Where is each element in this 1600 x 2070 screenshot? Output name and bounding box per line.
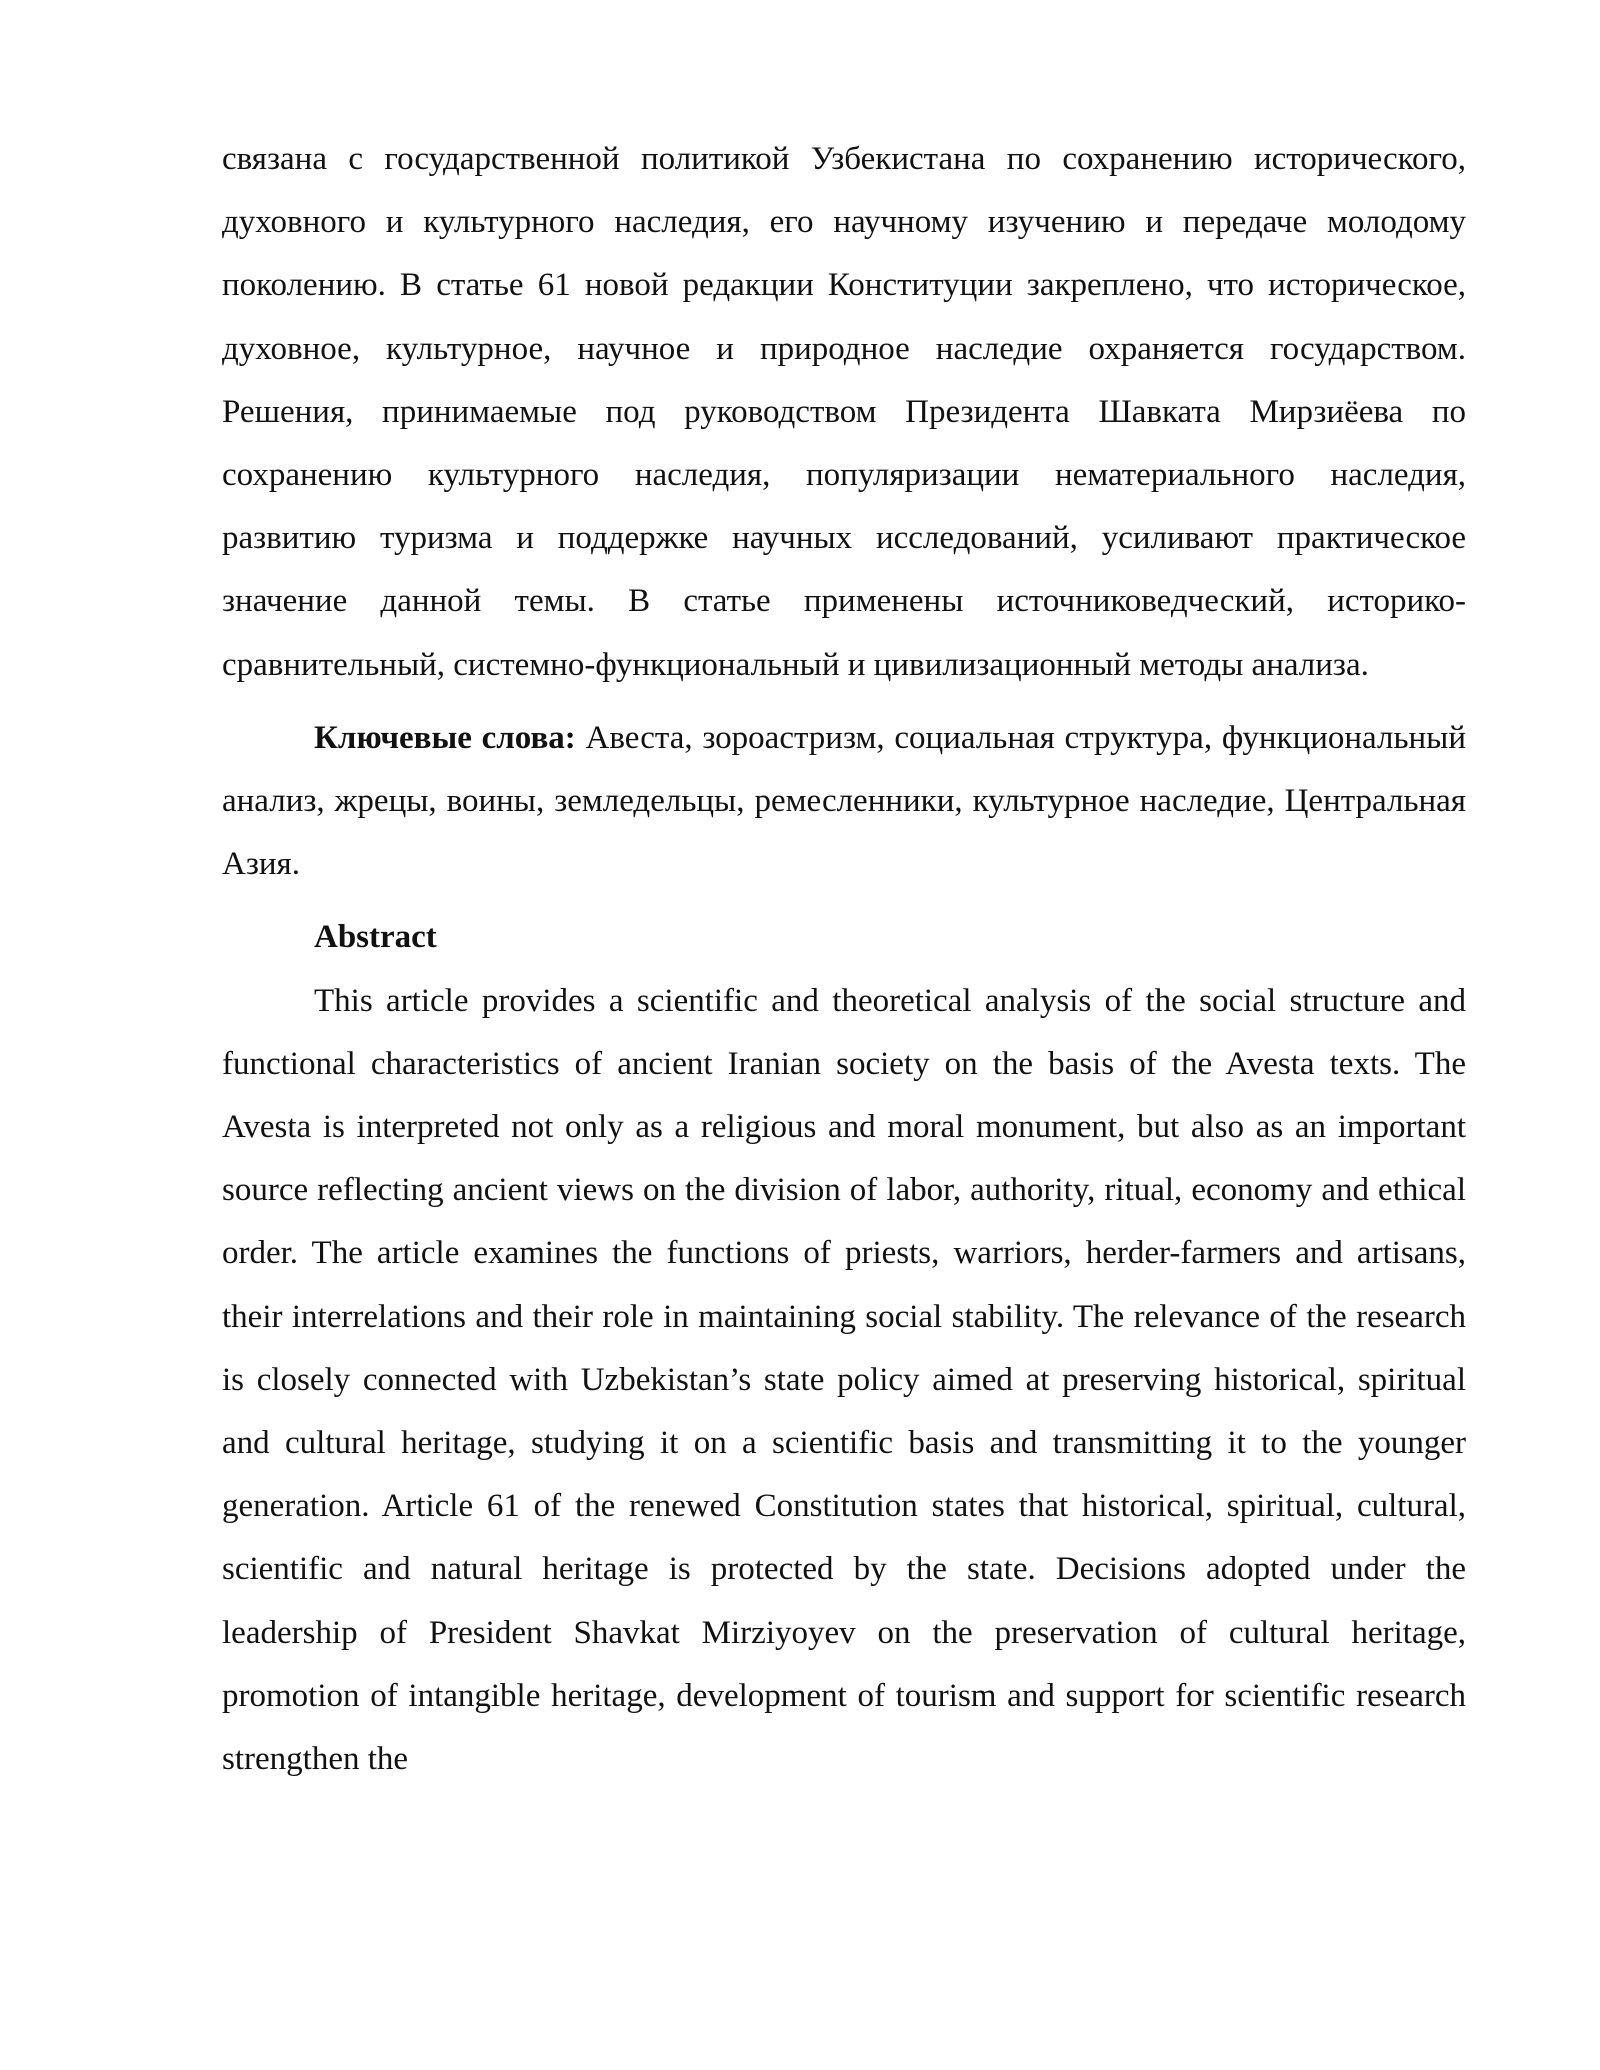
document-page	[222, 128, 1466, 1791]
abstract-paragraph: This article provides a scientific and theoretical analysis of the social structure and functional characteristics of ancient Iranian society on the basis of the Avesta texts. The Avesta is interpreted not only as a religious and moral monument, but also as an important source reflecting ancient views on the division of labor, authority, ritual, economy and ethical order. The article examines the functions of priests, warriors, herder-farmers and artisans, their interrelations and their role in maintaining social stability. The relevance of the research is closely connected with Uzbekistan’s state policy aimed at preserving historical, spiritual and cultural heritage, studying it on a scientific basis and transmitting it to the younger generation. Article 61 of the renewed Constitution states that historical, spiritual, cultural, scientific and natural heritage is protected by the state. Decisions adopted under the leadership of President Shavkat Mirziyoyev on the preservation of cultural heritage, promotion of intangible heritage, development of tourism and support for scientific research strengthen the	[222, 982, 1466, 1778]
keywords-text: Авеста, зороастризм, социальная структура, функциональный анализ, жрецы, воины, земледельцы, ремесленники, культурное наследие, Центральная Азия.	[222, 719, 1467, 883]
keywords-paragraph	[222, 707, 1466, 897]
abstract-heading: Abstract	[314, 919, 437, 956]
keywords-label: Ключевые слова:	[314, 719, 576, 756]
russian-annotation-paragraph: связана с государственной политикой Узбекистана по сохранению исторического, духовного и культурного наследия, его научному изучению и передаче молодому поколению. В статье 61 новой редакции Конституции закреплено, что историческое, духовное, культурное, научное и природное наследие охраняется государством. Решения, принимаемые под руководством Президента Шавката Мирзиёева по сохранению культурного наследия, популяризации нематериального наследия, развитию туризма и поддержке научных исследований, усиливают практическое значение данной темы. В статье применены источниковедческий, историко-сравнительный, системно-функциональный и цивилизационный методы анализа.	[222, 141, 1466, 683]
